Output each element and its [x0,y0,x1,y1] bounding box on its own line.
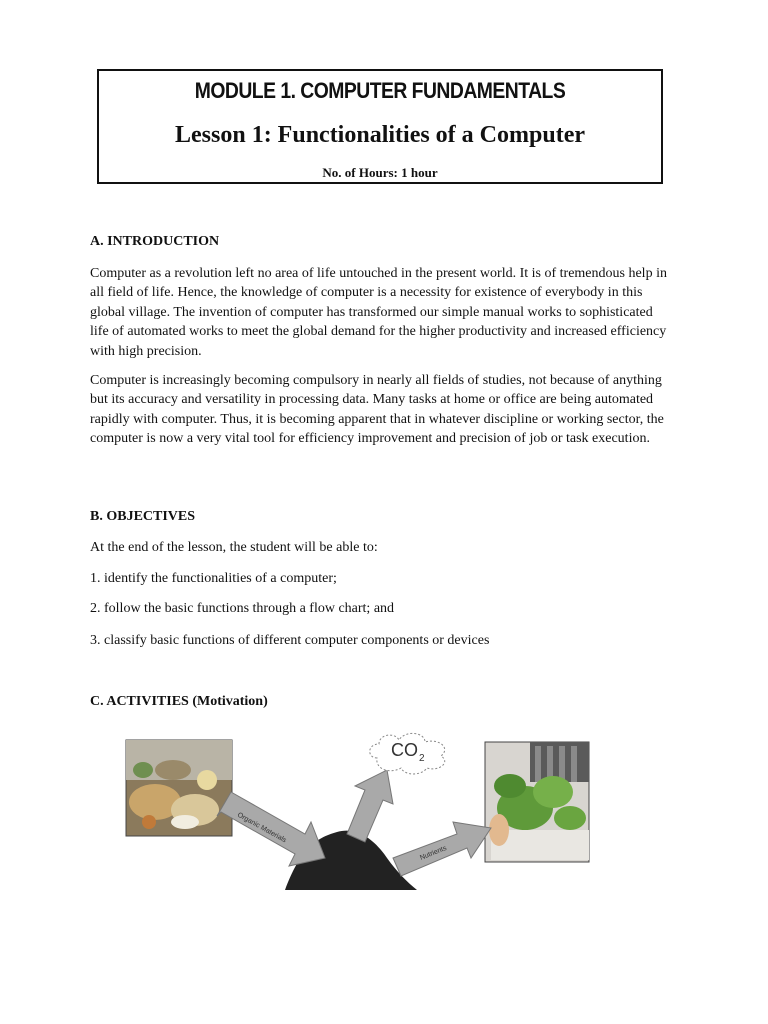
objective-item-1: 1. identify the functionalities of a computer; [90,571,337,586]
lesson-title: Lesson 1: Functionalities of a Computer [175,122,585,148]
composting-diagram [125,730,595,890]
module-title: MODULE 1. COMPUTER FUNDAMENTALS [194,78,566,103]
nutrients-arrow [393,822,491,876]
objective-item-2: 2. follow the basic functions through a flow chart; and [90,601,395,616]
objective-item-3: 3. classify basic functions of different computer components or devices [90,633,490,648]
introduction-heading: A. INTRODUCTION [90,234,220,249]
activities-heading: C. ACTIVITIES (Motivation) [90,694,268,709]
arrow-left-label: Organic Materials [236,811,288,845]
organic-materials-arrow [217,792,325,866]
co2-cloud [370,733,445,774]
co2-arrow [347,770,393,842]
hours-label: No. of Hours: 1 hour [322,165,438,180]
arrow-right-label: Nutrients [419,844,448,862]
objectives-heading: B. OBJECTIVES [90,509,196,524]
introduction-paragraph-1: Computer as a revolution left no area of life untouched in the present world. It is of tremendous help in all field of life. Hence, the knowledge of computer is a necessity for existence of everybody in this global village. The invention of computer has transformed our simple manual works to sophisticated life of automated works to meet the global demand for the higher productivity and increased efficiency with high precision. [90,266,667,359]
objectives-intro: At the end of the lesson, the student will be able to: [90,540,378,555]
introduction-paragraph-2: Computer is increasingly becoming compulsory in nearly all fields of studies, not because of anything but its accuracy and versatility in processing data. Many tasks at home or office are being automated rapidly with computer. Thus, it is becoming apparent that in whatever discipline or working sector, the computer is now a very vital tool for efficiency improvement and precision of job or task execution. [90,373,664,447]
title-box [97,69,663,184]
organic-waste-photo [126,740,232,836]
co2-label: CO [391,740,418,760]
co2-subscript: 2 [419,753,425,764]
plant-photo [485,742,589,862]
